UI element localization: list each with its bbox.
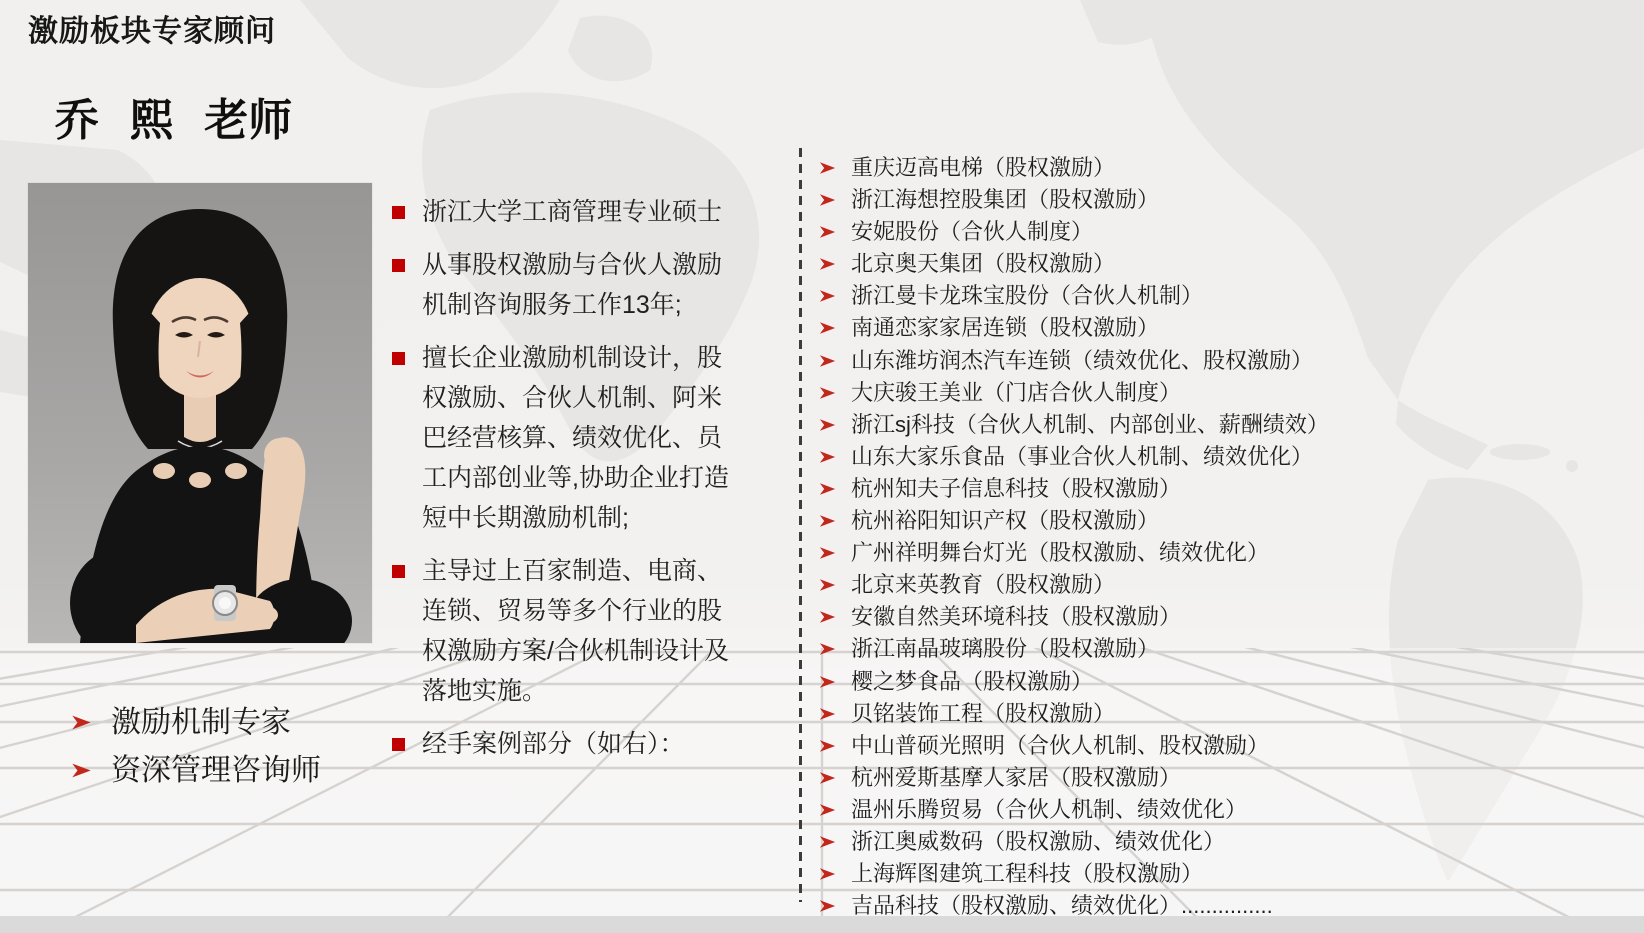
case-item [818,441,1329,473]
portrait-illustration [28,183,372,643]
case-text: 浙江曼卡龙珠宝股份（合伙人机制） [851,283,1204,309]
case-text: 吉品科技（股权激励、绩效优化）............... [851,893,1273,919]
case-item [818,473,1329,505]
case-item [818,890,1329,922]
arrow-bullet-icon [818,385,837,401]
case-text: 樱之梦食品（股权激励） [851,668,1094,694]
arrow-bullet-icon [818,641,837,657]
case-item [818,666,1329,698]
case-text: 山东潍坊润杰汽车连锁（绩效优化、股权激励） [851,347,1314,373]
case-text: 山东大家乐食品（事业合伙人机制、绩效优化） [851,443,1314,469]
case-text: 安妮股份（合伙人制度） [851,219,1094,245]
arrow-bullet-icon [818,545,837,561]
arrow-bullet-icon [818,353,837,369]
bio-item [392,724,764,764]
case-item [818,248,1329,280]
case-text: 北京奥天集团（股权激励） [851,251,1116,277]
credential-text: 激励机制专家 [111,706,291,739]
case-item [818,377,1329,409]
bio-text: 擅长企业激励机制设计，股权激励、合伙人机制、阿米巴经营核算、绩效优化、员工内部创业等,协助企业打造短中长期激励机制; [422,344,729,532]
slide-eyebrow: 激励板块专家顾问 [28,14,276,49]
case-item [818,216,1329,248]
case-item [818,762,1329,794]
bio-text: 浙江大学工商管理专业硕士 [422,198,723,226]
case-item [818,152,1329,184]
dashed-divider [799,148,802,902]
square-bullet-icon [392,565,405,578]
case-text: 中山普硕光照明（合伙人机制、股权激励） [851,732,1270,758]
case-item [818,601,1329,633]
square-bullet-icon [392,738,405,751]
case-text: 安徽自然美环境科技（股权激励） [851,604,1182,630]
arrow-bullet-icon [818,320,837,336]
arrow-bullet-icon [818,481,837,497]
arrow-bullet-icon [818,706,837,722]
case-item [818,312,1329,344]
arrow-bullet-icon [818,449,837,465]
case-item [818,698,1329,730]
arrow-bullet-icon [818,513,837,529]
case-item [818,794,1329,826]
case-text: 浙江sj科技（合伙人机制、内部创业、薪酬绩效） [851,411,1329,437]
arrow-bullet-icon [818,866,837,882]
bio-item [392,245,764,325]
arrow-bullet-icon [818,834,837,850]
case-text: 贝铭装饰工程（股权激励） [851,700,1116,726]
case-item [818,280,1329,312]
arrow-bullet-icon [818,609,837,625]
bio-text: 主导过上百家制造、电商、连锁、贸易等多个行业的股权激励方案/合伙机制设计及落地实施。 [422,557,729,705]
case-text: 杭州裕阳知识产权（股权激励） [851,508,1160,534]
arrow-bullet-icon [818,192,837,208]
square-bullet-icon [392,352,405,365]
case-text: 大庆骏王美业（门店合伙人制度） [851,379,1182,405]
arrow-bullet-icon [818,898,837,914]
credential-text: 资深管理咨询师 [111,754,321,787]
arrow-bullet-icon [818,577,837,593]
credential-item [70,748,321,796]
arrow-bullet-icon [818,256,837,272]
arrow-bullet-icon [818,160,837,176]
square-bullet-icon [392,206,405,219]
case-text: 浙江海想控股集团（股权激励） [851,187,1160,213]
expert-photo [28,183,372,643]
case-text: 杭州爱斯基摩人家居（股权激励） [851,764,1182,790]
case-item [818,184,1329,216]
bio-list [392,192,764,777]
bio-text: 经手案例部分（如右）： [422,730,685,758]
case-text: 杭州知夫子信息科技（股权激励） [851,475,1182,501]
case-item [818,633,1329,665]
case-item [818,569,1329,601]
case-text: 南通恋家家居连锁（股权激励） [851,315,1160,341]
bio-item [392,551,764,711]
arrow-bullet-icon [818,674,837,690]
arrow-bullet-icon [818,417,837,433]
case-item [818,730,1329,762]
case-item [818,858,1329,890]
expert-name: 乔 熙 老师 [55,95,293,146]
case-item [818,409,1329,441]
credential-item [70,700,321,748]
case-list [818,152,1329,922]
bio-item [392,338,764,538]
bio-item [392,192,764,232]
arrow-bullet-icon [818,770,837,786]
case-item [818,537,1329,569]
arrow-bullet-icon [70,713,93,732]
case-item [818,826,1329,858]
square-bullet-icon [392,259,405,272]
case-text: 浙江南晶玻璃股份（股权激励） [851,636,1160,662]
case-item [818,345,1329,377]
case-text: 北京来英教育（股权激励） [851,572,1116,598]
case-text: 重庆迈高电梯（股权激励） [851,155,1116,180]
case-text: 广州祥明舞台灯光（股权激励、绩效优化） [851,540,1270,566]
arrow-bullet-icon [70,761,93,780]
arrow-bullet-icon [818,802,837,818]
arrow-bullet-icon [818,288,837,304]
case-text: 上海辉图建筑工程科技（股权激励） [851,861,1204,887]
bio-text: 从事股权激励与合伙人激励机制咨询服务工作13年; [422,251,723,319]
credentials-list [70,700,321,796]
arrow-bullet-icon [818,738,837,754]
case-text: 浙江奥威数码（股权激励、绩效优化） [851,828,1226,854]
arrow-bullet-icon [818,224,837,240]
case-item [818,505,1329,537]
case-text: 温州乐腾贸易（合伙人机制、绩效优化） [851,796,1248,822]
